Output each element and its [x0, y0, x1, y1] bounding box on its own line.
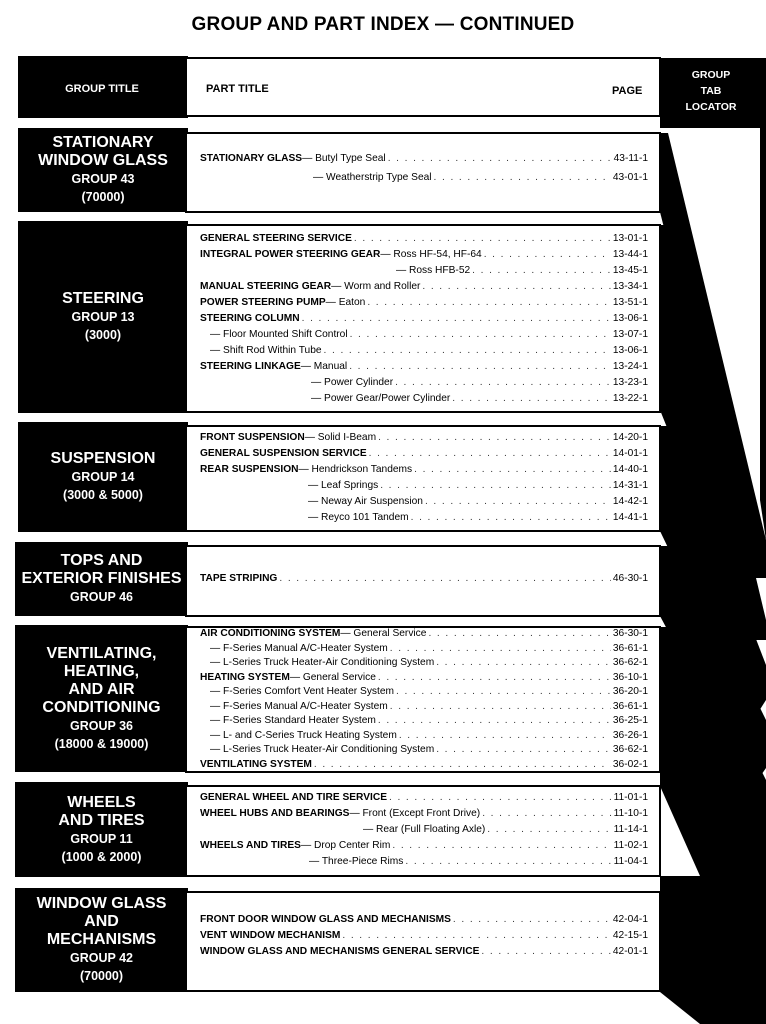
part-main-title: STEERING COLUMN [200, 313, 300, 324]
header-tab-locator [662, 67, 760, 115]
dot-leader [367, 297, 611, 308]
part-subtitle: — Butyl Type Seal [302, 153, 386, 164]
page-number: 13-51-1 [612, 297, 648, 308]
part-main-title: GENERAL WHEEL AND TIRE SERVICE [200, 792, 387, 803]
part-entry[interactable] [200, 759, 648, 770]
part-entry[interactable] [200, 329, 648, 340]
dot-leader [436, 744, 611, 755]
dot-leader [414, 464, 611, 475]
part-entry[interactable] [200, 432, 648, 443]
dot-leader [342, 930, 611, 941]
part-entry[interactable] [200, 672, 648, 683]
page-number: 13-22-1 [612, 393, 648, 404]
part-entry[interactable] [200, 824, 648, 835]
part-entry[interactable] [200, 701, 648, 712]
dot-leader [405, 856, 611, 867]
part-main-title: VENT WINDOW MECHANISM [200, 930, 341, 941]
page-number: 43-01-1 [612, 172, 648, 183]
dot-leader [396, 686, 611, 697]
group-label-suspension [18, 422, 188, 532]
dot-leader [472, 265, 611, 276]
part-subtitle: — Shift Rod Within Tube [210, 345, 322, 356]
dot-leader [425, 496, 611, 507]
part-subtitle: — Ross HF-54, HF-64 [380, 249, 482, 260]
part-entry[interactable] [200, 628, 648, 639]
group-series: (3000) [84, 328, 122, 342]
page-number: 14-31-1 [612, 480, 648, 491]
group-name-line: EXTERIOR FINISHES [21, 570, 182, 587]
part-subtitle: — General Service [340, 628, 427, 639]
dot-leader [369, 448, 611, 459]
part-subtitle: — Solid I-Beam [304, 432, 377, 443]
part-main-title: WHEEL HUBS AND BEARINGS [200, 808, 350, 819]
part-subtitle: — Hendrickson Tandems [298, 464, 413, 475]
part-main-title: AIR CONDITIONING SYSTEM [200, 628, 341, 639]
group-name-line: AND [84, 913, 119, 930]
group-name-line: MECHANISMS [46, 931, 157, 948]
page-number: 14-20-1 [612, 432, 648, 443]
dot-leader [378, 715, 611, 726]
part-entry[interactable] [200, 573, 648, 584]
group-series: (1000 & 2000) [61, 849, 142, 864]
page-number: 13-24-1 [612, 361, 648, 372]
part-subtitle: — Floor Mounted Shift Control [210, 329, 348, 340]
group-name-line: TOPS AND [60, 552, 143, 569]
part-main-title: WINDOW GLASS AND MECHANISMS GENERAL SERVICE [200, 946, 480, 957]
group-name-line: STEERING [62, 290, 144, 307]
page-number: 43-11-1 [613, 153, 648, 164]
group-name-line: WINDOW GLASS [36, 895, 167, 912]
page-number: 13-07-1 [612, 329, 648, 340]
group-number: GROUP 36 [70, 718, 133, 733]
dot-leader [354, 233, 611, 244]
dot-leader [436, 657, 611, 668]
part-subtitle: — Weatherstrip Type Seal [313, 172, 432, 183]
part-entry[interactable] [200, 686, 648, 697]
tab-locator-line-1: GROUP [691, 69, 731, 81]
part-subtitle: — Power Cylinder [311, 377, 394, 388]
part-entry[interactable] [200, 361, 648, 372]
part-subtitle: — Neway Air Suspension [308, 496, 423, 507]
page-number: 36-30-1 [612, 628, 648, 639]
part-entry[interactable] [200, 792, 648, 803]
part-main-title: FRONT SUSPENSION [200, 432, 305, 443]
page-number: 11-02-1 [613, 840, 648, 851]
page-number: 14-42-1 [612, 496, 648, 507]
page-number: 14-41-1 [612, 512, 648, 523]
part-subtitle: — Rear (Full Floating Axle) [363, 824, 486, 835]
part-entry[interactable] [200, 281, 648, 292]
part-entry[interactable] [200, 840, 648, 851]
part-entry[interactable] [200, 464, 648, 475]
part-main-title: MANUAL STEERING GEAR [200, 281, 332, 292]
group-name-line: HEATING, [63, 662, 140, 680]
group-name-line: AND TIRES [58, 811, 145, 829]
dot-leader [487, 824, 611, 835]
part-entry[interactable] [200, 345, 648, 356]
page-number: 46-30-1 [612, 573, 648, 584]
page-number: 36-10-1 [612, 671, 648, 683]
dot-leader [378, 672, 611, 683]
page-number: 36-62-1 [612, 657, 648, 668]
part-subtitle: — F-Series Comfort Vent Heater System [210, 686, 394, 697]
part-entry[interactable] [200, 233, 648, 244]
part-entry[interactable] [200, 643, 648, 654]
page-number: 42-01-1 [612, 946, 648, 957]
tab-locator-line-3: LOCATOR [685, 101, 737, 113]
dot-leader [395, 377, 611, 388]
group-number: GROUP 14 [71, 470, 135, 484]
page-number: 36-61-1 [612, 642, 648, 654]
part-entry[interactable] [200, 512, 648, 523]
part-entry[interactable] [200, 480, 648, 491]
dot-leader [411, 512, 611, 523]
part-main-title: TAPE STRIPING [200, 573, 278, 584]
part-main-title: GENERAL STEERING SERVICE [200, 233, 352, 244]
part-entry[interactable] [200, 946, 648, 957]
part-subtitle: — F-Series Manual A/C-Heater System [210, 642, 388, 654]
group-number: GROUP 13 [71, 310, 135, 324]
group-series: (18000 & 19000) [54, 736, 149, 751]
page-number: 11-14-1 [613, 824, 648, 835]
dot-leader [484, 249, 611, 260]
dot-leader [389, 792, 612, 803]
part-subtitle: — Ross HFB-52 [396, 265, 471, 276]
page-number: 36-61-1 [612, 700, 648, 712]
header-group-title: GROUP TITLE [65, 83, 139, 95]
page-number: 14-01-1 [612, 448, 648, 459]
part-subtitle: — Leaf Springs [308, 480, 379, 491]
group-name-line: CONDITIONING [42, 698, 161, 716]
part-subtitle: — F-Series Manual A/C-Heater System [210, 700, 388, 712]
group-name-line: WINDOW GLASS [38, 152, 168, 169]
page-number: 42-04-1 [612, 914, 648, 925]
page-number: 11-01-1 [613, 792, 648, 803]
part-entry[interactable] [200, 448, 648, 459]
group-label-ventilating-heating-ac [15, 625, 188, 772]
dot-leader [314, 759, 611, 770]
part-entry[interactable] [200, 313, 648, 324]
dot-leader [378, 432, 611, 443]
group-label-window-glass-mechanisms [15, 888, 188, 992]
part-entry[interactable] [200, 377, 648, 388]
dot-leader [390, 643, 611, 654]
part-entry[interactable] [200, 856, 648, 867]
tab-locator-line-2: TAB [700, 85, 722, 97]
part-entry[interactable] [200, 914, 648, 925]
dot-leader [302, 313, 611, 324]
header-part-title: PART TITLE [206, 83, 269, 95]
dot-leader [428, 628, 610, 639]
dot-leader [453, 914, 611, 925]
part-entry[interactable] [200, 496, 648, 507]
dot-leader [434, 172, 611, 183]
dot-leader [390, 701, 611, 712]
dot-leader [422, 281, 610, 292]
dot-leader [392, 840, 611, 851]
part-subtitle: — Front (Except Front Drive) [349, 808, 481, 819]
group-number: GROUP 43 [71, 172, 135, 186]
page-number: 11-10-1 [613, 808, 648, 819]
part-entry[interactable] [200, 657, 648, 668]
group-name-line: SUSPENSION [50, 450, 156, 467]
part-main-title: STATIONARY GLASS [200, 153, 303, 164]
part-main-title: REAR SUSPENSION [200, 464, 299, 475]
dot-leader [380, 480, 611, 491]
part-subtitle: — L-Series Truck Heater-Air Conditioning System [210, 657, 435, 668]
dot-leader [324, 345, 611, 356]
part-subtitle: — L-Series Truck Heater-Air Conditioning System [210, 744, 435, 755]
page-number: 13-23-1 [612, 377, 648, 388]
part-subtitle: — Eaton [325, 297, 366, 308]
page-number: 13-06-1 [612, 345, 648, 356]
page-number: 13-01-1 [612, 233, 648, 244]
part-subtitle: — Power Gear/Power Cylinder [311, 393, 451, 404]
page-number: 14-40-1 [612, 464, 648, 475]
group-name-line: WHEELS [67, 793, 136, 811]
group-number: GROUP 46 [70, 590, 133, 604]
part-entry[interactable] [200, 730, 648, 741]
part-subtitle: — F-Series Standard Heater System [210, 715, 376, 726]
group-name-line: STATIONARY [52, 134, 154, 151]
group-name-line: AND AIR [68, 680, 135, 698]
part-main-title: HEATING SYSTEM [200, 671, 290, 683]
tab-locator-bands [660, 58, 766, 1024]
group-name-line: VENTILATING, [46, 644, 157, 662]
page-number: 13-06-1 [612, 313, 648, 324]
page-number: 13-34-1 [612, 281, 648, 292]
part-entry[interactable] [200, 393, 648, 404]
group-series: (3000 & 5000) [63, 488, 143, 502]
group-label-stationary-window-glass [18, 128, 188, 212]
part-main-title: STEERING LINKAGE [200, 361, 301, 372]
part-subtitle: — Drop Center Rim [300, 840, 391, 851]
part-entry[interactable] [200, 744, 648, 755]
part-main-title: INTEGRAL POWER STEERING GEAR [200, 249, 381, 260]
part-subtitle: — Worm and Roller [331, 281, 421, 292]
part-entry[interactable] [200, 249, 648, 260]
page-number: 36-62-1 [612, 744, 648, 755]
page-number: 36-26-1 [612, 729, 648, 741]
dot-leader [452, 393, 611, 404]
page-number: 36-20-1 [612, 686, 648, 697]
part-entry[interactable] [200, 715, 648, 726]
part-main-title: VENTILATING SYSTEM [200, 758, 312, 770]
part-entry[interactable] [200, 808, 648, 819]
group-series: (70000) [79, 969, 124, 983]
dot-leader [481, 946, 610, 957]
part-subtitle: — Reyco 101 Tandem [308, 512, 409, 523]
dot-leader [482, 808, 611, 819]
dot-leader [349, 361, 611, 372]
group-label-wheels-and-tires [15, 782, 188, 877]
group-number: GROUP 42 [70, 951, 133, 965]
part-entry[interactable] [200, 172, 648, 183]
page-number: 13-45-1 [612, 265, 648, 276]
group-label-tops-exterior-finishes [15, 542, 188, 616]
part-entry[interactable] [200, 265, 648, 276]
page-number: 36-02-1 [612, 758, 648, 770]
part-subtitle: — General Service [289, 671, 376, 683]
part-main-title: WHEELS AND TIRES [200, 840, 301, 851]
page-number: 36-25-1 [612, 715, 648, 726]
dot-leader [350, 329, 611, 340]
part-entry[interactable] [200, 297, 648, 308]
header-page: PAGE [612, 85, 643, 97]
dot-leader [388, 153, 612, 164]
part-entry[interactable] [200, 930, 648, 941]
group-number: GROUP 11 [70, 831, 133, 846]
page-title: GROUP AND PART INDEX — CONTINUED [191, 14, 575, 35]
part-subtitle: — Manual [300, 361, 348, 372]
part-main-title: FRONT DOOR WINDOW GLASS AND MECHANISMS [200, 914, 451, 925]
page-number: 42-15-1 [612, 930, 648, 941]
part-entry[interactable] [200, 153, 648, 164]
group-series: (70000) [81, 190, 125, 204]
part-main-title: GENERAL SUSPENSION SERVICE [200, 448, 367, 459]
dot-leader [279, 573, 611, 584]
part-subtitle: — Three-Piece Rims [309, 856, 404, 867]
group-label-steering [18, 221, 188, 413]
page-number: 13-44-1 [612, 249, 648, 260]
dot-leader [399, 730, 611, 741]
part-subtitle: — L- and C-Series Truck Heating System [210, 729, 397, 741]
page-number: 11-04-1 [613, 856, 648, 867]
part-main-title: POWER STEERING PUMP [200, 297, 326, 308]
